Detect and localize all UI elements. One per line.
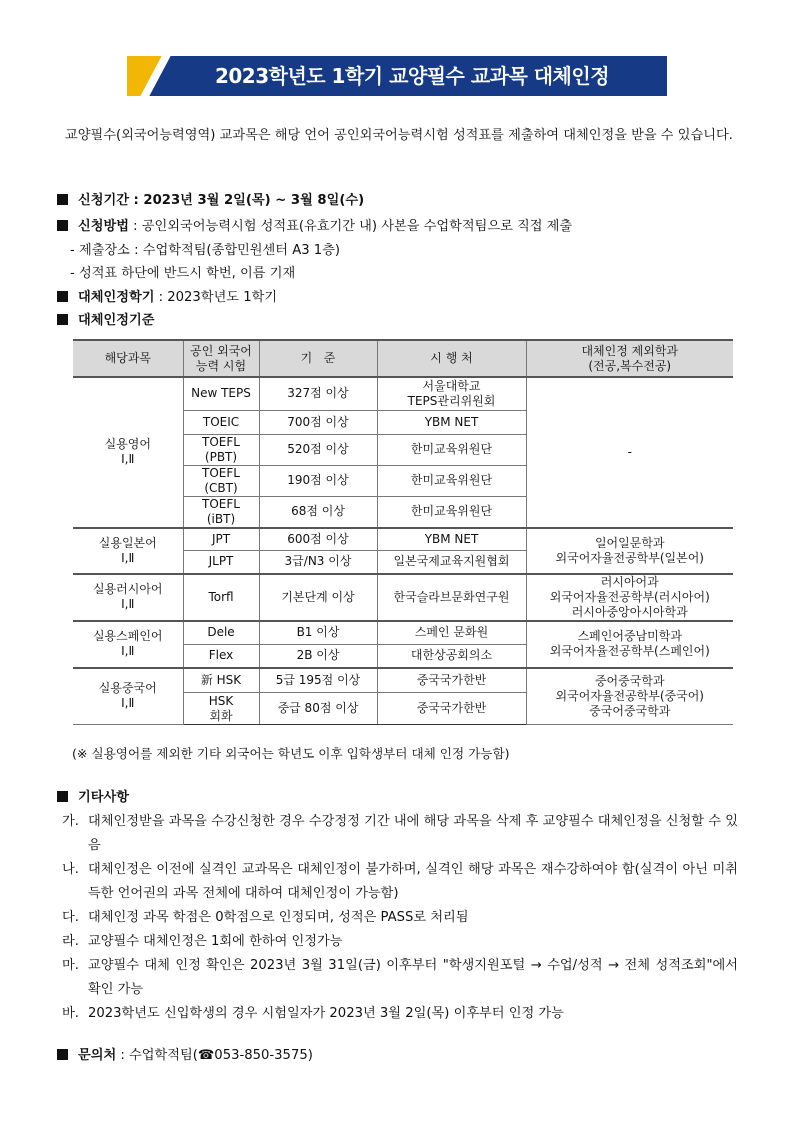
section-criteria (57, 310, 154, 332)
list-item-text: 교양필수 대체인정은 1회에 한하여 인정가능 (88, 934, 343, 949)
test-cell: JPT (183, 528, 259, 551)
etc-list (62, 810, 738, 1026)
standard-cell: 600점 이상 (259, 528, 377, 551)
list-item-text: 대체인정받을 과목을 수강신청한 경우 수강정정 기간 내에 해당 과목을 삭제 후 교양필수 대체인정을 신청할 수 있음 (88, 814, 738, 853)
organization-cell: 스페인 문화원 (377, 621, 526, 645)
period-label: 신청기간 (78, 193, 129, 208)
section-method (57, 216, 572, 238)
subject-cell: 실용스페인어 Ⅰ,Ⅱ (73, 621, 183, 668)
test-cell: TOEIC (183, 410, 259, 434)
footnote: (※ 실용영어를 제외한 기타 외국어는 학년도 이후 입학생부터 대체 인정 가능함) (72, 746, 510, 761)
list-item (62, 1002, 738, 1026)
standard-cell: 68점 이상 (259, 496, 377, 528)
method-sub-location: - 제출장소 : 수업학적팀(종합민원센터 A3 1층) (70, 243, 341, 258)
header-subject: 해당과목 (73, 340, 183, 377)
organization-cell: 한미교육위원단 (377, 434, 526, 465)
section-period (57, 190, 364, 212)
list-item-mark: 바. (62, 1006, 79, 1021)
standard-cell: 520점 이상 (259, 434, 377, 465)
list-item (62, 810, 738, 858)
section-contact (57, 1045, 313, 1067)
title-banner (127, 56, 667, 96)
table-row (73, 377, 733, 410)
subject-cell: 실용중국어 Ⅰ,Ⅱ (73, 668, 183, 725)
organization-cell: 한미교육위원단 (377, 496, 526, 528)
exempt-dept-cell: 일어일문학과 외국어자율전공학부(일본어) (526, 528, 733, 574)
list-item-mark: 다. (62, 910, 79, 925)
page-title: 2023학년도 1학기 교양필수 교과목 대체인정 (214, 64, 610, 88)
method-sub-note: - 성적표 하단에 반드시 학번, 이름 기재 (70, 266, 296, 281)
test-cell: TOEFL (PBT) (183, 434, 259, 465)
list-item-mark: 마. (62, 958, 79, 973)
exempt-dept-cell: 스페인어중남미학과 외국어자율전공학부(스페인어) (526, 621, 733, 668)
semester-value: : 2023학년도 1학기 (154, 290, 278, 305)
table-row (73, 574, 733, 621)
organization-cell: 한미교육위원단 (377, 465, 526, 496)
square-bullet-icon (57, 314, 68, 325)
organization-cell: 중국국가한반 (377, 693, 526, 725)
header-organization: 시 행 처 (377, 340, 526, 377)
test-cell: TOEFL (CBT) (183, 465, 259, 496)
organization-cell: YBM NET (377, 528, 526, 551)
criteria-table (73, 339, 733, 725)
list-item (62, 858, 738, 906)
list-item (62, 906, 738, 930)
standard-cell: 700점 이상 (259, 410, 377, 434)
organization-cell: 중국국가한반 (377, 668, 526, 693)
criteria-table-body (73, 377, 733, 725)
standard-cell: 3급/N3 이상 (259, 551, 377, 574)
list-item-text: 대체인정은 이전에 실격인 교과목은 대체인정이 불가하며, 실격인 해당 과목은 재수강하여야 함(실격이 아닌 미취득한 언어권의 과목 전체에 대하여 대체인정이 가능함) (88, 862, 738, 901)
table-row (73, 668, 733, 693)
square-bullet-icon (57, 220, 68, 231)
header-test: 공인 외국어 능력 시험 (183, 340, 259, 377)
square-bullet-icon (57, 291, 68, 302)
test-cell: TOEFL (iBT) (183, 496, 259, 528)
criteria-heading: 대체인정기준 (78, 313, 155, 328)
square-bullet-icon (57, 791, 68, 802)
list-item (62, 954, 738, 1002)
standard-cell: 중급 80점 이상 (259, 693, 377, 725)
header-standard: 기 준 (259, 340, 377, 377)
method-label: 신청방법 (78, 219, 129, 234)
standard-cell: 5급 195점 이상 (259, 668, 377, 693)
test-cell: Torfl (183, 574, 259, 621)
square-bullet-icon (57, 1049, 68, 1060)
test-cell: Flex (183, 645, 259, 668)
subject-cell: 실용러시아어 Ⅰ,Ⅱ (73, 574, 183, 621)
standard-cell: 2B 이상 (259, 645, 377, 668)
test-cell: JLPT (183, 551, 259, 574)
list-item-text: 교양필수 대체 인정 확인은 2023년 3월 31일(금) 이후부터 "학생지원포털 → 수업/성적 → 전체 성적조회"에서 확인 가능 (88, 958, 738, 997)
standard-cell: 190점 이상 (259, 465, 377, 496)
list-item-mark: 가. (62, 814, 79, 829)
table-row (73, 528, 733, 551)
period-value: : 2023년 3월 2일(목) ~ 3월 8일(수) (128, 193, 365, 208)
list-item-text: 대체인정 과목 학점은 0학점으로 인정되며, 성적은 PASS로 처리됨 (88, 910, 469, 925)
list-item-text: 2023학년도 신입학생의 경우 시험일자가 2023년 3월 2일(목) 이후부터 인정 가능 (88, 1006, 564, 1021)
organization-cell: 대한상공회의소 (377, 645, 526, 668)
exempt-dept-cell: 중어중국학과 외국어자율전공학부(중국어) 중국어중국학과 (526, 668, 733, 725)
method-value: : 공인외국어능력시험 성적표(유효기간 내) 사본을 수업학적팀으로 직접 제출 (128, 219, 573, 234)
table-row (73, 621, 733, 645)
test-cell: HSK 회화 (183, 693, 259, 725)
contact-label: 문의처 (78, 1048, 117, 1063)
contact-value: : 수업학적팀(☎053-850-3575) (116, 1048, 313, 1063)
organization-cell: 일본국제교육지원협회 (377, 551, 526, 574)
table-header-row (73, 340, 733, 377)
standard-cell: 327점 이상 (259, 377, 377, 410)
organization-cell: YBM NET (377, 410, 526, 434)
test-cell: 新 HSK (183, 668, 259, 693)
list-item (62, 930, 738, 954)
standard-cell: B1 이상 (259, 621, 377, 645)
organization-cell: 서울대학교 TEPS관리위원회 (377, 377, 526, 410)
subject-cell: 실용일본어 Ⅰ,Ⅱ (73, 528, 183, 574)
square-bullet-icon (57, 194, 68, 205)
etc-heading: 기타사항 (78, 790, 129, 805)
exempt-dept-cell: - (526, 377, 733, 528)
standard-cell: 기본단계 이상 (259, 574, 377, 621)
header-exempt-dept: 대체인정 제외학과 (전공,복수전공) (526, 340, 733, 377)
list-item-mark: 나. (62, 862, 79, 877)
section-semester (57, 287, 277, 309)
test-cell: New TEPS (183, 377, 259, 410)
exempt-dept-cell: 러시아어과 외국어자율전공학부(러시아어) 러시아중앙아시아학과 (526, 574, 733, 621)
list-item-mark: 라. (62, 934, 79, 949)
section-etc (57, 787, 129, 809)
intro-paragraph: 교양필수(외국어능력영역) 교과목은 해당 언어 공인외국어능력시험 성적표를 제출하여 대체인정을 받을 수 있습니다. (65, 128, 733, 143)
organization-cell: 한국슬라브문화연구원 (377, 574, 526, 621)
subject-cell: 실용영어 Ⅰ,Ⅱ (73, 377, 183, 528)
test-cell: Dele (183, 621, 259, 645)
semester-label: 대체인정학기 (78, 290, 155, 305)
